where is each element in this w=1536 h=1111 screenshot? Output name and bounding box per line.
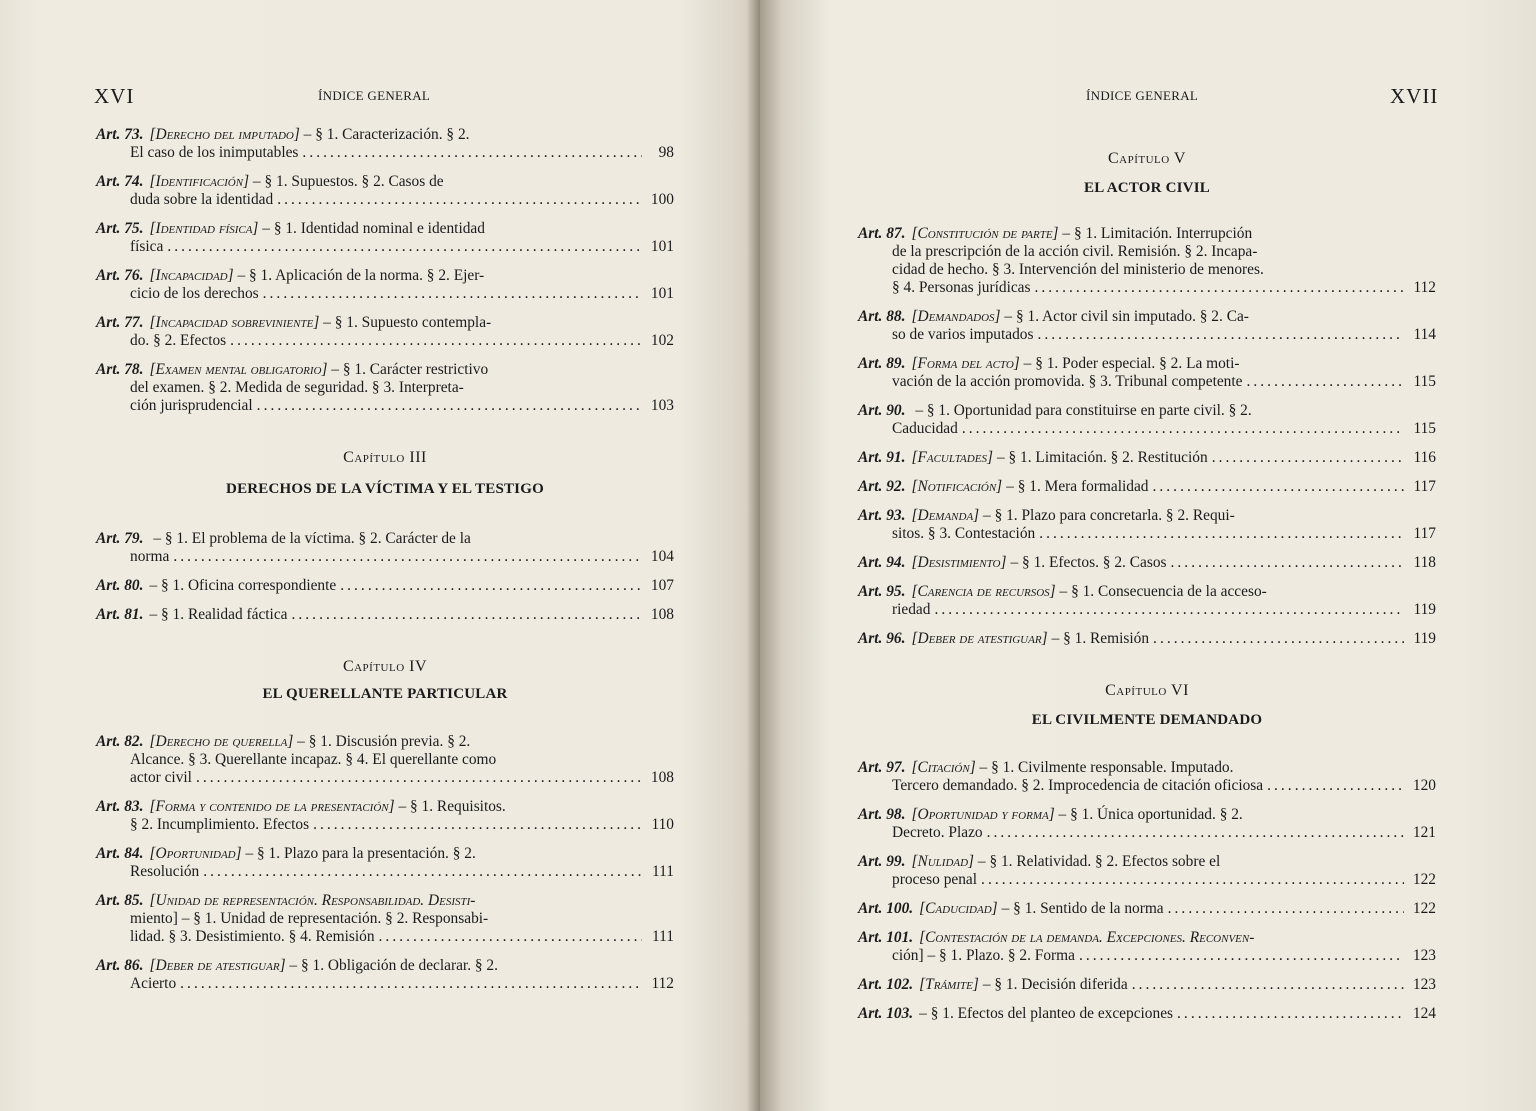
entry-text: Resolución: [130, 863, 200, 880]
page-ref: 100: [650, 191, 674, 208]
article-number: Art. 90.: [858, 402, 906, 419]
entry-last-line: [858, 947, 1436, 965]
entry-text: Tercero demandado. § 2. Improcedencia de citación oficiosa: [892, 777, 1264, 794]
toc-entry: [858, 478, 1436, 496]
entry-text: riedad: [892, 601, 931, 618]
toc-entry: [96, 314, 674, 350]
entry-first-line: [96, 361, 674, 379]
entry-text: – § 1. Relatividad. § 2. Efectos sobre el: [974, 853, 1221, 870]
chapter-title: EL CIVILMENTE DEMANDADO: [1031, 712, 1263, 728]
dot-leader: [1177, 1005, 1404, 1023]
dot-leader: [313, 816, 642, 834]
chapter-title: EL ACTOR CIVIL: [1084, 180, 1210, 196]
entry-text: – § 1. El problema de la víctima. § 2. Carácter de la: [149, 530, 471, 547]
entry-text: sitos. § 3. Contestación: [892, 525, 1036, 542]
entry-first-line: [96, 126, 674, 144]
toc-entry: [858, 630, 1436, 648]
entry-text: – § 1. Caracterización. § 2.: [299, 126, 470, 143]
page-ref: 120: [1412, 777, 1436, 794]
page-ref: 119: [1413, 630, 1436, 647]
entry-text: duda sobre la identidad: [130, 191, 274, 208]
article-heading: [Contestación de la demanda. Excepciones. Reconven-: [919, 929, 1255, 946]
dot-leader: [302, 144, 642, 162]
article-number: Art. 89.: [858, 355, 906, 372]
article-number: Art. 93.: [858, 507, 906, 524]
running-header-right: ÍNDICE GENERAL: [1086, 88, 1199, 103]
dot-leader: [167, 238, 642, 256]
article-number: Art. 91.: [858, 449, 906, 466]
entry-last-line: [96, 397, 674, 415]
article-number: Art. 79.: [96, 530, 144, 547]
page-ref: 117: [1413, 478, 1436, 495]
entry-text: de la prescripción de la acción civil. Remisión. § 2. Incapa-: [892, 243, 1258, 260]
entry-text: Caducidad: [892, 420, 958, 437]
entry-last-line: [96, 769, 674, 787]
toc-entry: [858, 308, 1436, 344]
entry-text: – § 1. Obligación de declarar. § 2.: [285, 957, 498, 974]
entry-text: – § 1. Remisión: [1051, 630, 1150, 647]
toc-entry: [96, 957, 674, 993]
page-ref: 102: [650, 332, 674, 349]
toc-entry: [96, 220, 674, 256]
dot-leader: [1171, 554, 1404, 572]
toc-entry: [96, 892, 674, 946]
entries-group: [858, 225, 1436, 648]
entry-last-line: [858, 871, 1436, 889]
article-number: Art. 87.: [858, 225, 906, 242]
entry-text: so de varios imputados: [892, 326, 1034, 343]
article-heading: [Notificación]: [911, 478, 1003, 495]
entry-text: – § 1. Limitación. Interrupción: [1058, 225, 1253, 242]
article-number: Art. 73.: [96, 126, 144, 143]
page-ref: 124: [1412, 1005, 1436, 1022]
toc-entry: [96, 606, 674, 624]
entry-text: – § 1. Efectos. § 2. Casos: [1010, 554, 1167, 571]
page-ref: 111: [652, 928, 674, 945]
article-heading: [Facultades]: [911, 449, 993, 466]
article-number: Art. 74.: [96, 173, 144, 190]
toc-entry: [96, 267, 674, 303]
toc-entry: [96, 577, 674, 595]
entry-last-line: [858, 824, 1436, 842]
dot-leader: [1038, 326, 1405, 344]
toc-entry: [96, 530, 674, 566]
page-ref: 101: [650, 285, 674, 302]
article-heading: [Deber de atestiguar]: [149, 957, 286, 974]
page-ref: 112: [651, 975, 674, 992]
entry-text: miento] – § 1. Unidad de representación. § 2. Responsabi-: [130, 910, 489, 927]
entry-text: del examen. § 2. Medida de seguridad. § 3. Interpreta-: [130, 379, 464, 396]
entry-text: – § 1. Efectos del planteo de excepciones: [919, 1005, 1174, 1022]
page-ref: 115: [1413, 373, 1436, 390]
entry-text: – § 1. Civilmente responsable. Imputado.: [975, 759, 1234, 776]
entry-last-line: [858, 420, 1436, 438]
dot-leader: [196, 769, 642, 787]
toc-entry: [858, 1005, 1436, 1023]
article-heading: [Incapacidad]: [149, 267, 234, 284]
toc-column-right: [858, 150, 1436, 1034]
chapter-label: Capítulo IV: [342, 658, 428, 675]
dot-leader: [173, 548, 642, 566]
entry-text: Decreto. Plazo: [892, 824, 983, 841]
entry-text: proceso penal: [892, 871, 978, 888]
entry-last-line: [96, 238, 674, 256]
toc-entry: [858, 583, 1436, 619]
toc-entry: [96, 845, 674, 881]
entry-text: – § 1. Supuestos. § 2. Casos de: [249, 173, 444, 190]
article-number: Art. 92.: [858, 478, 906, 495]
toc-entry: [858, 507, 1436, 543]
page-ref: 108: [650, 606, 674, 623]
article-number: Art. 100.: [858, 900, 914, 917]
entry-text: § 2. Incumplimiento. Efectos: [130, 816, 310, 833]
entry-text: – § 1. Oportunidad para constituirse en parte civil. § 2.: [911, 402, 1252, 419]
entry-first-line: [858, 355, 1436, 373]
entry-first-line: [96, 173, 674, 191]
left-page: [0, 0, 760, 1111]
chapter-heading: [858, 150, 1436, 197]
chapter-label: Capítulo V: [1108, 150, 1186, 167]
dot-leader: [1132, 976, 1404, 994]
article-number: Art. 76.: [96, 267, 144, 284]
page-ref: 103: [650, 397, 674, 414]
chapter-heading: [96, 658, 674, 703]
dot-leader: [292, 606, 643, 624]
article-heading: [Demandados]: [911, 308, 1001, 325]
dot-leader: [203, 863, 642, 881]
entry-last-line: [96, 975, 674, 993]
dot-leader: [1153, 478, 1405, 496]
entry-first-line: [96, 314, 674, 332]
entry-text: – § 1. Supuesto contempla-: [319, 314, 492, 331]
entry-first-line: [858, 929, 1436, 947]
dot-leader: [1039, 525, 1404, 543]
entry-first-line: [858, 225, 1436, 243]
entry-first-line: [96, 798, 674, 816]
page-ref: 115: [1413, 420, 1436, 437]
entry-last-line: [858, 601, 1436, 619]
chapter-title: EL QUERELLANTE PARTICULAR: [262, 686, 508, 702]
article-heading: [Demanda]: [911, 507, 980, 524]
page-ref: 110: [651, 816, 674, 833]
entry-last-line: [858, 777, 1436, 795]
page-number-right: XVII: [1390, 84, 1439, 108]
entry-last-line: [858, 326, 1436, 344]
entry-text: física: [130, 238, 164, 255]
entry-last-line: [858, 630, 1436, 648]
entry-text: – § 1. Identidad nominal e identidad: [258, 220, 485, 237]
article-heading: [Nulidad]: [911, 853, 975, 870]
article-heading: [Forma del acto]: [911, 355, 1020, 372]
entry-last-line: [858, 900, 1436, 918]
entry-text: – § 1. Mera formalidad: [1006, 478, 1149, 495]
article-number: Art. 81.: [96, 606, 144, 623]
entry-first-line: [96, 957, 674, 975]
page-ref: 108: [650, 769, 674, 786]
entry-text: – § 1. Poder especial. § 2. La moti-: [1019, 355, 1240, 372]
entry-first-line: [858, 759, 1436, 777]
entry-last-line: [858, 976, 1436, 994]
article-heading: [Desistimiento]: [911, 554, 1007, 571]
entry-first-line: [96, 220, 674, 238]
entry-last-line: [96, 144, 674, 162]
page-ref: 114: [1413, 326, 1436, 343]
dot-leader: [230, 332, 642, 350]
entry-text: – § 1. Realidad fáctica: [149, 606, 288, 623]
entry-first-line: [96, 733, 674, 751]
dot-leader: [1153, 630, 1404, 648]
page-number-left: XVI: [94, 84, 135, 108]
article-heading: [Oportunidad]: [149, 845, 242, 862]
entry-last-line: [96, 548, 674, 566]
entries-group: [96, 733, 674, 993]
page-ref: 123: [1412, 976, 1436, 993]
page-ref: 122: [1412, 871, 1436, 888]
entry-text: – § 1. Plazo para la presentación. § 2.: [241, 845, 476, 862]
entry-last-line: [96, 332, 674, 350]
article-number: Art. 94.: [858, 554, 906, 571]
page-ref: 117: [1413, 525, 1436, 542]
entry-text: – § 1. Oficina correspondiente: [149, 577, 337, 594]
page-ref: 101: [650, 238, 674, 255]
chapter-heading: [96, 449, 674, 498]
entry-text: – § 1. Requisitos.: [394, 798, 506, 815]
entry-last-line: [858, 1005, 1436, 1023]
page-ref: 111: [652, 863, 674, 880]
article-number: Art. 96.: [858, 630, 906, 647]
article-number: Art. 75.: [96, 220, 144, 237]
article-heading: [Identificación]: [149, 173, 250, 190]
dot-leader: [1246, 373, 1404, 391]
dot-leader: [1267, 777, 1404, 795]
entry-text: – § 1. Sentido de la norma: [1001, 900, 1164, 917]
entry-last-line: [858, 525, 1436, 543]
entry-first-line: [858, 507, 1436, 525]
entry-text: cicio de los derechos: [130, 285, 259, 302]
entry-text: – § 1. Consecuencia de la acceso-: [1055, 583, 1267, 600]
entry-last-line: [96, 191, 674, 209]
article-heading: [Forma y contenido de la presentación]: [149, 798, 395, 815]
entry-text: Acierto: [130, 975, 177, 992]
article-heading: [Carencia de recursos]: [911, 583, 1056, 600]
article-number: Art. 88.: [858, 308, 906, 325]
entry-text: actor civil: [130, 769, 192, 786]
entry-text: El caso de los inimputables: [130, 144, 299, 161]
entry-text: – § 1. Única oportunidad. § 2.: [1054, 806, 1243, 823]
toc-column-left: [96, 126, 674, 1004]
entry-first-line: [96, 267, 674, 285]
toc-entry: [858, 402, 1436, 438]
article-heading: [Unidad de representación. Responsabilidad. Desisti-: [149, 892, 476, 909]
dot-leader: [379, 928, 642, 946]
dot-leader: [962, 420, 1404, 438]
page-ref: 119: [1413, 601, 1436, 618]
entry-first-line: [858, 583, 1436, 601]
toc-entry: [858, 853, 1436, 889]
dot-leader: [1035, 279, 1405, 297]
article-heading: [Derecho del imputado]: [149, 126, 300, 143]
entry-first-line: [858, 402, 1436, 420]
article-number: Art. 83.: [96, 798, 144, 815]
toc-entry: [96, 173, 674, 209]
entries-group: [96, 126, 674, 415]
chapter-heading: [858, 682, 1436, 729]
entry-last-line: [96, 816, 674, 834]
page-ref: 122: [1412, 900, 1436, 917]
article-number: Art. 82.: [96, 733, 144, 750]
dot-leader: [1079, 947, 1404, 965]
entry-text: ción] – § 1. Plazo. § 2. Forma: [892, 947, 1075, 964]
article-number: Art. 85.: [96, 892, 144, 909]
entry-first-line: [96, 530, 674, 548]
toc-entry: [858, 759, 1436, 795]
article-number: Art. 97.: [858, 759, 906, 776]
article-number: Art. 80.: [96, 577, 144, 594]
dot-leader: [263, 285, 642, 303]
entry-last-line: [96, 285, 674, 303]
entry-last-line: [858, 478, 1436, 496]
article-heading: [Constitución de parte]: [911, 225, 1059, 242]
article-heading: [Caducidad]: [919, 900, 998, 917]
page-ref: 118: [1413, 554, 1436, 571]
toc-entry: [858, 355, 1436, 391]
article-number: Art. 78.: [96, 361, 144, 378]
entry-last-line: [858, 373, 1436, 391]
entry-first-line: [858, 806, 1436, 824]
dot-leader: [340, 577, 642, 595]
entry-last-line: [858, 449, 1436, 467]
toc-entry: [858, 225, 1436, 297]
article-heading: [Oportunidad y forma]: [911, 806, 1055, 823]
article-number: Art. 77.: [96, 314, 144, 331]
entry-last-line: [96, 577, 674, 595]
article-heading: [Incapacidad sobreviniente]: [149, 314, 320, 331]
toc-entry: [858, 449, 1436, 467]
article-heading: [Examen mental obligatorio]: [149, 361, 328, 378]
entry-first-line: [858, 308, 1436, 326]
article-heading: [Derecho de querella]: [149, 733, 294, 750]
page-ref: 121: [1412, 824, 1436, 841]
page-ref: 107: [650, 577, 674, 594]
entry-first-line: [96, 892, 674, 910]
entry-last-line: [858, 279, 1436, 297]
entry-first-line: [858, 853, 1436, 871]
article-number: Art. 98.: [858, 806, 906, 823]
entry-last-line: [96, 863, 674, 881]
toc-entry: [858, 929, 1436, 965]
article-heading: [Identidad física]: [149, 220, 259, 237]
entry-text: do. § 2. Efectos: [130, 332, 227, 349]
entries-group: [96, 530, 674, 624]
article-number: Art. 84.: [96, 845, 144, 862]
article-number: Art. 86.: [96, 957, 144, 974]
page-ref: 116: [1413, 449, 1436, 466]
entry-last-line: [858, 554, 1436, 572]
dot-leader: [277, 191, 642, 209]
article-number: Art. 101.: [858, 929, 914, 946]
dot-leader: [180, 975, 642, 993]
toc-entry: [96, 126, 674, 162]
toc-entry: [858, 554, 1436, 572]
article-number: Art. 103.: [858, 1005, 914, 1022]
chapter-title: DERECHOS DE LA VÍCTIMA Y EL TESTIGO: [226, 481, 544, 497]
dot-leader: [1168, 900, 1404, 918]
entry-text: – § 1. Discusión previa. § 2.: [293, 733, 471, 750]
entry-text: § 4. Personas jurídicas: [892, 279, 1031, 296]
article-heading: [Deber de atestiguar]: [911, 630, 1048, 647]
article-heading: [Trámite]: [919, 976, 979, 993]
entry-text: – § 1. Aplicación de la norma. § 2. Ejer-: [233, 267, 485, 284]
entry-text: – § 1. Carácter restrictivo: [327, 361, 489, 378]
dot-leader: [1212, 449, 1404, 467]
toc-entry: [96, 733, 674, 787]
entry-first-line: [96, 845, 674, 863]
page-ref: 98: [658, 144, 674, 161]
article-number: Art. 102.: [858, 976, 914, 993]
running-header-left: ÍNDICE GENERAL: [318, 88, 431, 103]
toc-entry: [858, 806, 1436, 842]
entry-text: norma: [130, 548, 170, 565]
page-ref: 104: [650, 548, 674, 565]
toc-entry: [858, 976, 1436, 994]
dot-leader: [934, 601, 1404, 619]
dot-leader: [257, 397, 642, 415]
entry-text: – § 1. Decisión diferida: [982, 976, 1128, 993]
toc-entry: [858, 900, 1436, 918]
page-ref: 112: [1413, 279, 1436, 296]
entry-text: ción jurisprudencial: [130, 397, 253, 414]
toc-entry: [96, 361, 674, 415]
dot-leader: [981, 871, 1404, 889]
article-heading: [Citación]: [911, 759, 976, 776]
dot-leader: [987, 824, 1404, 842]
chapter-label: Capítulo III: [343, 449, 427, 466]
entry-last-line: [96, 606, 674, 624]
page-ref: 123: [1412, 947, 1436, 964]
entry-text: Alcance. § 3. Querellante incapaz. § 4. El querellante como: [130, 751, 497, 768]
toc-entry: [96, 798, 674, 834]
article-number: Art. 95.: [858, 583, 906, 600]
entry-text: – § 1. Limitación. § 2. Restitución: [996, 449, 1208, 466]
article-number: Art. 99.: [858, 853, 906, 870]
entry-text: – § 1. Plazo para concretarla. § 2. Requi-: [979, 507, 1235, 524]
entry-text: lidad. § 3. Desistimiento. § 4. Remisión: [130, 928, 375, 945]
entries-group: [858, 759, 1436, 1023]
entry-text: cidad de hecho. § 3. Intervención del ministerio de menores.: [892, 261, 1264, 278]
entry-last-line: [96, 928, 674, 946]
entry-text: – § 1. Actor civil sin imputado. § 2. Ca-: [1000, 308, 1249, 325]
chapter-label: Capítulo VI: [1105, 682, 1189, 699]
entry-text: vación de la acción promovida. § 3. Tribunal competente: [892, 373, 1243, 390]
